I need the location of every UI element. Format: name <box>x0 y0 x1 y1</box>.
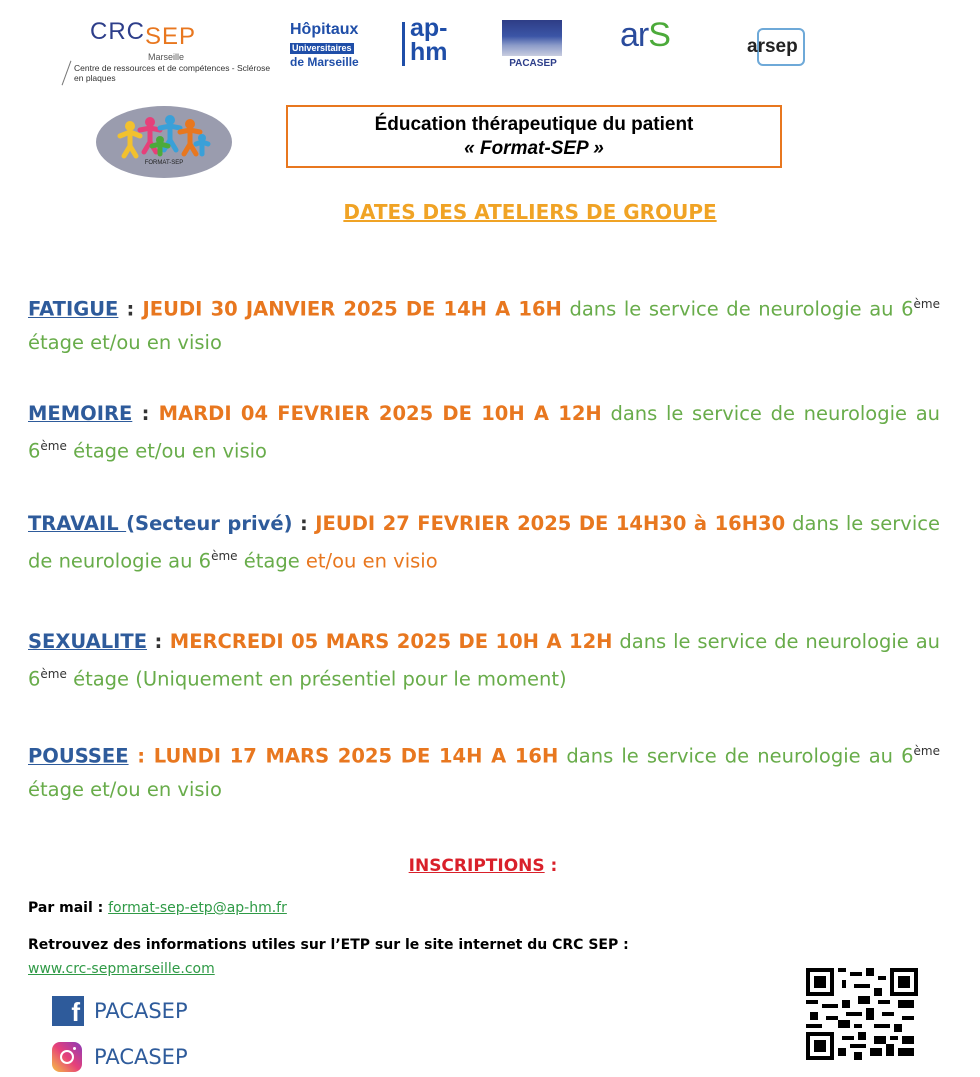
title-line2: « Format-SEP » <box>464 138 604 159</box>
qr-code-icon[interactable] <box>806 968 918 1060</box>
crc-logo-crc: CRC <box>90 18 145 45</box>
workshop-sexualite <box>28 625 940 696</box>
workshop-mode: étage et/ou en visio <box>66 439 267 463</box>
workshop-topic-detail: (Secteur privé) <box>126 512 293 535</box>
workshop-date: JEUDI 27 FEVRIER 2025 DE 14H30 à 16H30 <box>315 512 786 535</box>
aphm-logo-text <box>290 22 400 69</box>
ars-logo-suffix: S <box>648 16 670 54</box>
workshop-travail <box>28 507 940 578</box>
workshop-date: LUNDI 17 MARS 2025 DE 14H A 16H <box>153 744 559 768</box>
workshop-separator: : <box>292 512 316 535</box>
crc-logo-city: Marseille <box>148 52 185 62</box>
pacasep-logo-label: PACASEP <box>509 58 557 69</box>
crc-logo-description: Centre de ressources et de compétences - Sclérose en plaques <box>74 63 271 83</box>
workshop-memoire <box>28 397 940 468</box>
format-sep-logo <box>96 106 232 178</box>
workshop-floor-sup: ème <box>40 667 67 681</box>
workshop-floor-sup: ème <box>40 439 67 453</box>
inscriptions-heading <box>0 856 966 876</box>
workshop-separator: : <box>132 402 159 425</box>
info-text: Retrouvez des informations utiles sur l’ETP sur le site internet du CRC SEP : <box>28 937 629 953</box>
workshop-date: MERCREDI 05 MARS 2025 DE 10H A 12H <box>169 630 613 653</box>
workshop-topic: SEXUALITE <box>28 630 148 653</box>
arsep-logo-label: arsep <box>747 36 798 57</box>
aphm-logo-line2: Universitaires <box>292 43 352 53</box>
mail-line <box>28 900 287 916</box>
workshop-topic: MEMOIRE <box>28 402 133 425</box>
workshop-poussee <box>28 735 940 806</box>
crc-logo-sep: SEP <box>145 23 197 50</box>
aphm-logo-line3: de Marseille <box>290 55 359 69</box>
workshop-mode: étage et/ou en visio <box>28 330 222 354</box>
mail-label: Par mail : <box>28 900 109 916</box>
ars-logo <box>620 16 710 72</box>
workshop-floor-sup: ème <box>913 297 940 311</box>
workshop-floor-sup: ème <box>913 744 940 758</box>
mail-link[interactable]: format-sep-etp@ap-hm.fr <box>108 900 287 916</box>
workshop-location: dans le service de neurologie au 6 <box>561 297 914 321</box>
pacasep-logo-image <box>502 20 562 56</box>
workshop-fatigue <box>28 288 940 359</box>
aphm-logo-short <box>410 16 448 64</box>
facebook-link[interactable] <box>52 996 188 1026</box>
aphm-logo <box>290 14 465 70</box>
title-box <box>286 105 782 168</box>
instagram-icon <box>52 1042 82 1072</box>
workshop-separator: : <box>147 630 170 653</box>
instagram-link[interactable] <box>52 1042 188 1072</box>
title-line1: Éducation thérapeutique du patient <box>374 114 694 135</box>
arsep-logo <box>745 28 825 68</box>
aphm-logo-bar <box>402 22 405 66</box>
aphm-logo-short1: ap- <box>410 14 448 42</box>
workshop-mode: étage (Uniquement en présentiel pour le moment) <box>66 667 567 691</box>
aphm-logo-line1: Hôpitaux <box>290 21 359 38</box>
inscriptions-suffix: : <box>544 856 558 876</box>
workshop-location: dans le service de neurologie au 6 <box>28 512 940 573</box>
format-sep-logo-label: FORMAT-SEP <box>144 160 184 166</box>
workshop-topic: POUSSEE <box>28 744 129 768</box>
instagram-label: PACASEP <box>94 1045 188 1069</box>
workshop-topic: TRAVAIL <box>28 512 127 535</box>
pacasep-logo <box>500 20 566 72</box>
workshop-separator: : <box>128 744 154 768</box>
crc-logo-divider <box>62 61 72 86</box>
workshop-date: MARDI 04 FEVRIER 2025 DE 10H A 12H <box>158 402 602 425</box>
workshop-mode: étage et/ou en visio <box>28 777 222 801</box>
workshop-floor: étage <box>237 549 306 573</box>
facebook-label: PACASEP <box>94 999 188 1023</box>
workshop-location: dans le service de neurologie au 6 <box>28 402 941 463</box>
workshop-separator: : <box>118 297 143 321</box>
workshop-topic: FATIGUE <box>28 297 119 321</box>
workshop-floor-sup: ème <box>211 549 238 563</box>
aphm-logo-short2: hm <box>410 38 448 66</box>
crc-sep-logo <box>66 18 271 88</box>
workshops-heading: DATES DES ATELIERS DE GROUPE <box>343 200 717 224</box>
ars-logo-text <box>620 16 670 55</box>
crc-sep-logo-title <box>90 18 197 50</box>
website-link[interactable]: www.crc-sepmarseille.com <box>28 961 215 977</box>
inscriptions-label: INSCRIPTIONS <box>408 856 545 876</box>
format-sep-people-icon <box>116 114 212 160</box>
workshop-mode: et/ou en visio <box>305 549 438 573</box>
workshop-location: dans le service de neurologie au 6 <box>558 744 914 768</box>
facebook-icon: f <box>52 996 84 1026</box>
workshop-location: dans le service de neurologie au 6 <box>28 630 940 691</box>
ars-logo-prefix: ar <box>620 16 649 54</box>
workshop-date: JEUDI 30 JANVIER 2025 DE 14H A 16H <box>142 297 562 321</box>
